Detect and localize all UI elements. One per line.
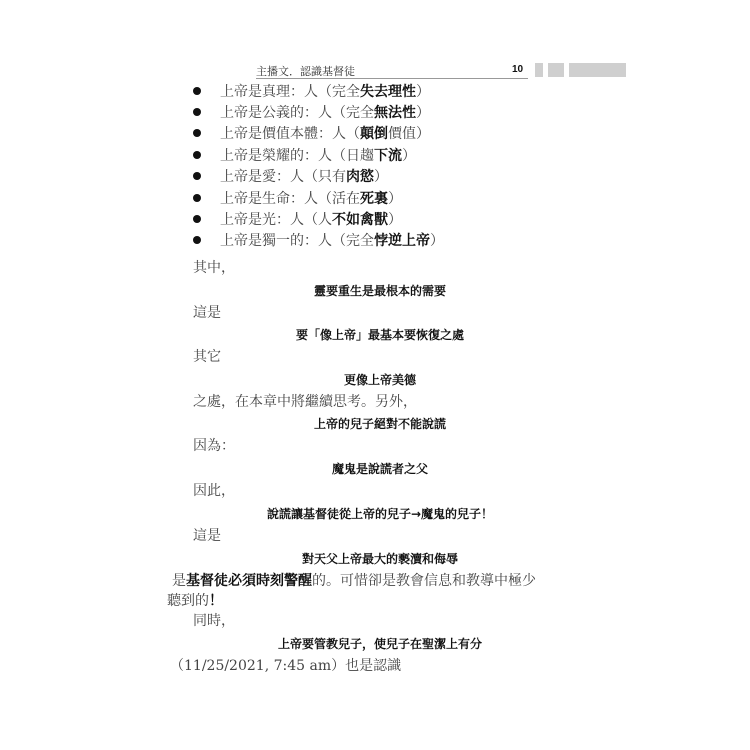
body-text-segment: 是 <box>172 573 186 589</box>
list-item-tail: ） <box>374 169 388 186</box>
body-text: 這是 <box>193 305 221 321</box>
list-item <box>193 208 444 229</box>
list-item-emphasis: 肉慾 <box>346 169 374 186</box>
emphasis-line: 靈要重生是最根本的需要 <box>313 284 446 298</box>
list-item <box>193 101 444 122</box>
list-item-text: 上帝是榮耀的：人（日趨 <box>220 147 374 164</box>
body-text <box>167 590 223 610</box>
body-text: （11/25/2021, 7:45 am）也是認識 <box>170 658 402 674</box>
list-item-text: 上帝是生命：人（活在 <box>220 190 360 207</box>
list-item-emphasis: 下流 <box>374 147 402 164</box>
emphasis-line: 對天父上帝最大的褻瀆和侮辱 <box>301 552 458 566</box>
header-decoration-block <box>548 63 564 77</box>
list-item-tail: ） <box>388 212 402 229</box>
page-header <box>256 63 626 79</box>
list-item-emphasis: 失去理性 <box>360 83 416 100</box>
list-item-tail: ） <box>416 105 430 122</box>
body-text: 之處，在本章中將繼續思考。另外， <box>193 394 417 410</box>
body-text: 其中， <box>193 260 235 276</box>
header-decoration-block <box>569 63 626 77</box>
list-item-text: 上帝是愛：人（只有 <box>220 169 346 186</box>
bullet-icon <box>193 87 201 95</box>
list-item-text: 上帝是價值本體：人（ <box>220 126 360 143</box>
list-item <box>193 230 444 251</box>
list-item-text: 上帝是真理：人（完全 <box>220 83 360 100</box>
emphasis-line: 上帝要管教兒子，使兒子在聖潔上有分 <box>277 637 482 651</box>
list-item-emphasis: 顛倒 <box>360 126 388 143</box>
bullet-icon <box>193 194 201 202</box>
list-item-emphasis: 悖逆上帝 <box>374 233 430 250</box>
body-text <box>172 570 536 590</box>
emphasis-line: 上帝的兒子絕對不能說謊 <box>313 417 446 431</box>
bullet-icon <box>193 129 201 137</box>
list-item-tail: ） <box>416 83 430 100</box>
emphasis-line: 更像上帝美德 <box>343 373 416 387</box>
bullet-icon <box>193 151 201 159</box>
list-item <box>193 144 444 165</box>
body-text: 同時， <box>193 613 235 629</box>
list-item-emphasis: 死裏 <box>360 190 388 207</box>
header-title: 主播文．認識基督徒 <box>256 65 355 78</box>
emphasis-line: 要「像上帝」最基本要恢復之處 <box>295 328 464 342</box>
header-decoration-block <box>535 63 543 77</box>
header-rule <box>256 78 528 79</box>
list-item-text: 上帝是獨一的：人（完全 <box>220 233 374 250</box>
bullet-list <box>193 80 444 251</box>
list-item-emphasis: 不如禽獸 <box>332 212 388 229</box>
body-text-segment: 的。可惜卻是教會信息和教導中極少 <box>312 573 536 589</box>
body-text-segment: 聽到的 <box>167 593 209 609</box>
emphasis-line: 魔鬼是說謊者之父 <box>331 462 428 476</box>
list-item-text: 上帝是公義的：人（完全 <box>220 105 374 122</box>
body-text-emphasis: ！ <box>209 593 223 609</box>
bullet-icon <box>193 108 201 116</box>
list-item-tail: ） <box>402 147 416 164</box>
list-item-tail: 價值） <box>388 126 430 143</box>
body-text: 因為： <box>193 438 235 454</box>
list-item-tail: ） <box>430 233 444 250</box>
list-item-emphasis: 無法性 <box>374 105 416 122</box>
body-text: 這是 <box>193 528 221 544</box>
bullet-icon <box>193 215 201 223</box>
page-number: 10 <box>512 64 524 75</box>
body-text-emphasis: 基督徒必須時刻警醒 <box>186 573 312 589</box>
list-item <box>193 80 444 101</box>
body-text: 因此， <box>193 483 235 499</box>
list-item <box>193 166 444 187</box>
body-text: 其它 <box>193 349 221 365</box>
list-item-tail: ） <box>388 190 402 207</box>
emphasis-line: 說謊讓基督徒從上帝的兒子→魔鬼的兒子！ <box>266 507 494 521</box>
list-item-text: 上帝是光：人（人 <box>220 212 332 229</box>
list-item <box>193 187 444 208</box>
bullet-icon <box>193 236 201 244</box>
bullet-icon <box>193 172 201 180</box>
list-item <box>193 123 444 144</box>
